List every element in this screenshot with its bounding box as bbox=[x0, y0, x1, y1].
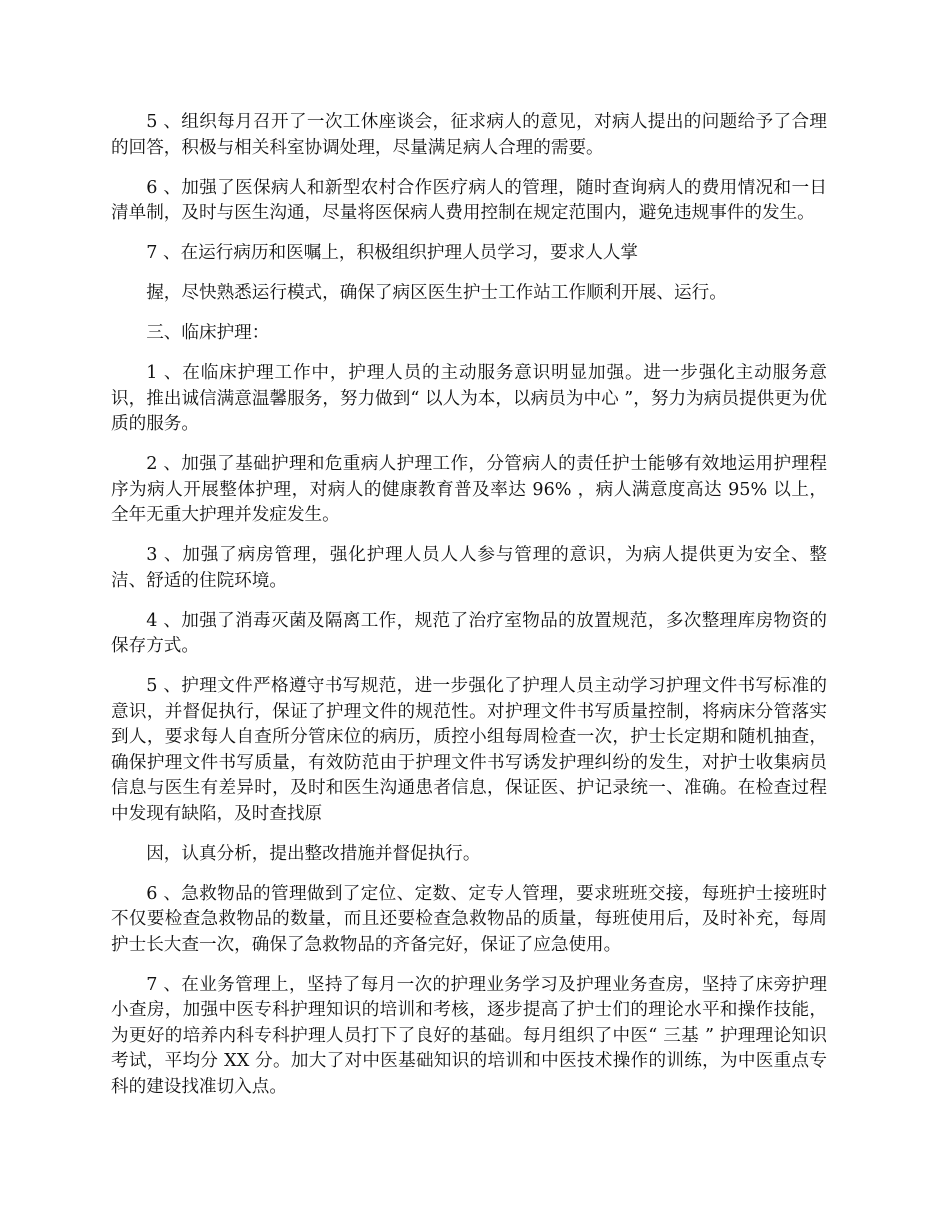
paragraph-item-5-meeting: 5 、组织每月召开了一次工休座谈会，征求病人的意见，对病人提出的问题给予了合理的回答，积极与相关科室协调处理，尽量满足病人合理的需要。 bbox=[111, 112, 827, 158]
paragraph-item-3-ward-management: 3 、加强了病房管理，强化护理人员人人参与管理的意识，为病人提供更为安全、整洁、舒适的住院环境。 bbox=[111, 545, 827, 591]
paragraph-item-7-records-start: 7 、在运行病历和医嘱上，积极组织护理人员学习，要求人人掌 bbox=[146, 243, 639, 263]
paragraph-item-7-business-management: 7 、在业务管理上，坚持了每月一次的护理业务学习及护理业务查房，坚持了床旁护理小查房，加强中医专科护理知识的培训和考核，逐步提高了护士们的理论水平和操作技能，为更好的培养内科专科护理人员打下了良好的基础。每月组织了中医“ 三基 ” 护理理论知识考试，平均分 XX 分。加大了对中医基础知识的培训和中医技术操作的训练，为中医重点专科的建设找准切入点。 bbox=[111, 974, 827, 1097]
section-heading-clinical-nursing: 三、临床护理： bbox=[146, 323, 270, 343]
paragraph-item-5-documentation-continued: 因，认真分析，提出整改措施并督促执行。 bbox=[146, 843, 481, 864]
paragraph-item-6-insurance: 6 、加强了医保病人和新型农村合作医疗病人的管理，随时查询病人的费用情况和一日清单制，及时与医生沟通，尽量将医保病人费用控制在规定范围内，避免违规事件的发生。 bbox=[111, 177, 827, 223]
document-body bbox=[111, 110, 827, 1115]
paragraph-item-6-emergency-supplies: 6 、急救物品的管理做到了定位、定数、定专人管理，要求班班交接，每班护士接班时不仅要检查急救物品的数量，而且还要检查急救物品的质量，每班使用后，及时补充，每周护士长大查一次，确保了急救物品的齐备完好，保证了应急使用。 bbox=[111, 883, 827, 955]
paragraph-item-4-disinfection: 4 、加强了消毒灭菌及隔离工作，规范了治疗室物品的放置规范，多次整理库房物资的保存方式。 bbox=[111, 610, 827, 656]
paragraph-item-7-records-continued: 握，尽快熟悉运行模式，确保了病区医生护士工作站工作顺利开展、运行。 bbox=[146, 283, 727, 303]
paragraph-item-2-basic-care: 2 、加强了基础护理和危重病人护理工作，分管病人的责任护士能够有效地运用护理程序为病人开展整体护理，对病人的健康教育普及率达 96% ，病人满意度高达 95% 以上，全年无重大护理并发症发生。 bbox=[111, 454, 827, 525]
paragraph-item-5-documentation: 5 、护理文件严格遵守书写规范，进一步强化了护理人员主动学习护理文件书写标准的意识，并督促执行，保证了护理文件的规范性。对护理文件书写质量控制，将病床分管落实到人，要求每人自查所分管床位的病历，质控小组每周检查一次，护士长定期和随机抽查，确保护理文件书写质量，有效防范由于护理文件书写诱发护理纠纷的发生，对护士收集病员信息与医生有差异时，及时和医生沟通患者信息，保证医、护记录统一、准确。在检查过程中发现有缺陷，及时查找原 bbox=[111, 676, 827, 824]
paragraph-item-1-service: 1 、在临床护理工作中，护理人员的主动服务意识明显加强。进一步强化主动服务意识，推出诚信满意温馨服务，努力做到“ 以人为本，以病员为中心 ”，努力为病员提供更为优质的服务。 bbox=[111, 363, 827, 434]
